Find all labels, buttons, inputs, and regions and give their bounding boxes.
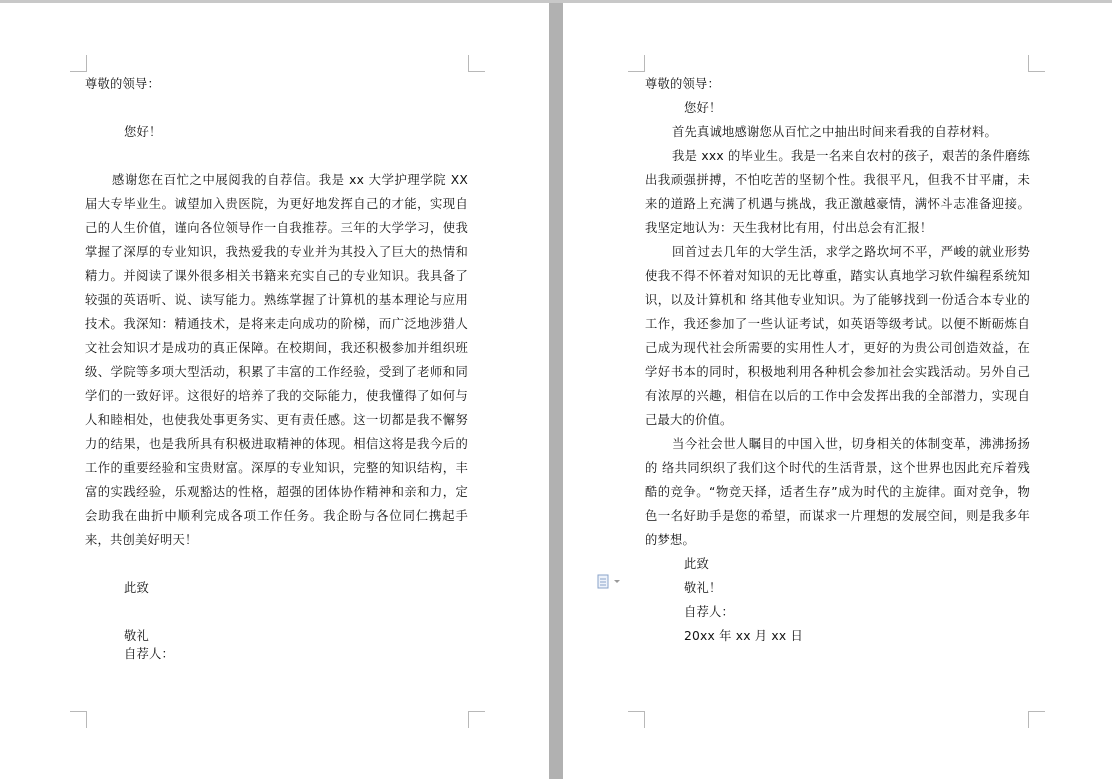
signature-label: 自荐人： bbox=[124, 647, 174, 661]
closing-cizhi: 此致 bbox=[124, 581, 149, 595]
closing-jingli: 敬礼！ bbox=[684, 581, 722, 595]
signature-label: 自荐人： bbox=[684, 605, 734, 619]
paragraph-3: 回首过去几年的大学生活，求学之路坎坷不平，严峻的就业形势使我不得不怀着对知识的无比尊重，踏实认真地学习软件编程系统知识，以及计算机和 络其他专业知识。为了能够找到一份适合本专业的工作，我还参加了一些认证考试，如英语等级考试。以便不断砺炼自己成为现代社会所需要的实用性人才，更好的为贵公司创造效益，在学好书本的同时，积极地利用各种机会参加社会实践活动。另外自己有浓厚的兴趣，相信在以后的工作中会发挥出我的全部潜力，实现自己最大的价值。 bbox=[645, 245, 1030, 427]
paragraph-1: 首先真诚地感谢您从百忙之中抽出时间来看我的自荐材料。 bbox=[672, 125, 997, 139]
page-2-text-body[interactable] bbox=[645, 72, 1030, 648]
closing-cizhi: 此致 bbox=[684, 557, 709, 571]
document-options-icon[interactable] bbox=[596, 574, 626, 590]
paragraph-2: 我是 xxx 的毕业生。我是一名来自农村的孩子，艰苦的条件磨练出我顽强拼搏，不怕吃苦的坚韧个性。我很平凡，但我不甘平庸，未来的道路上充满了机遇与挑战，我正激越豪情，满怀斗志准备迎接。我坚定地认为：天生我材比有用，付出总会有汇报！ bbox=[645, 149, 1030, 235]
crop-mark-bottom-right bbox=[1028, 711, 1045, 728]
greeting: 您好！ bbox=[684, 101, 722, 115]
page-1-text-body[interactable] bbox=[85, 72, 468, 666]
crop-mark-bottom-right bbox=[468, 711, 485, 728]
closing-jingli: 敬礼 bbox=[124, 629, 149, 643]
document-page-1[interactable] bbox=[0, 3, 549, 779]
paragraph-4: 当今社会世人瞩目的中国入世，切身相关的体制变革，沸沸扬扬的 络共同织织了我们这个时代的生活背景，这个世界也因此充斥着残酷的竞争。“物竞天择，适者生存”成为时代的主旋律。面对竞争，物色一名好助手是您的希望，而谋求一片理想的发展空间，则是我多年的梦想。 bbox=[645, 437, 1030, 547]
document-page-2[interactable] bbox=[563, 3, 1112, 779]
salutation: 尊敬的领导： bbox=[85, 77, 160, 91]
crop-mark-top-left bbox=[628, 55, 645, 72]
greeting: 您好！ bbox=[124, 125, 162, 139]
crop-mark-top-right bbox=[468, 55, 485, 72]
document-options-glyph bbox=[596, 574, 626, 590]
crop-mark-top-right bbox=[1028, 55, 1045, 72]
crop-mark-bottom-left bbox=[628, 711, 645, 728]
crop-mark-bottom-left bbox=[70, 711, 87, 728]
body-paragraph: 感谢您在百忙之中展阅我的自荐信。我是 xx 大学护理学院 XX 届大专毕业生。诚望加入贵医院，为更好地发挥自己的才能，实现自己的人生价值，谨向各位领导作一自我推荐。三年的大学学习，使我掌握了深厚的专业知识，我热爱我的专业并为其投入了巨大的热情和精力。并阅读了课外很多相关书籍来充实自己的专业知识。我具备了较强的英语听、说、读写能力。熟练掌握了计算机的基本理论与应用技术。我深知：精通技术，是将来走向成功的阶梯，而广泛地涉猎人文社会知识才是成功的真正保障。在校期间，我还积极参加并组织班级、学院等多项大型活动，积累了丰富的工作经验，受到了老师和同学们的一致好评。这很好的培养了我的交际能力，使我懂得了如何与人和睦相处，也使我处事更务实、更有责任感。这一切都是我不懈努力的结果，也是我所具有积极进取精神的体现。相信这将是我今后的工作的重要经验和宝贵财富。深厚的专业知识，完整的知识结构，丰富的实践经验，乐观豁达的性格，超强的团体协作精神和亲和力，定会助我在曲折中顺利完成各项工作任务。我企盼与各位同仁携起手来，共创美好明天！ bbox=[85, 173, 468, 547]
crop-mark-top-left bbox=[70, 55, 87, 72]
salutation: 尊敬的领导： bbox=[645, 77, 720, 91]
date-line: 20xx 年 xx 月 xx 日 bbox=[684, 629, 803, 643]
page-gap bbox=[549, 3, 563, 779]
